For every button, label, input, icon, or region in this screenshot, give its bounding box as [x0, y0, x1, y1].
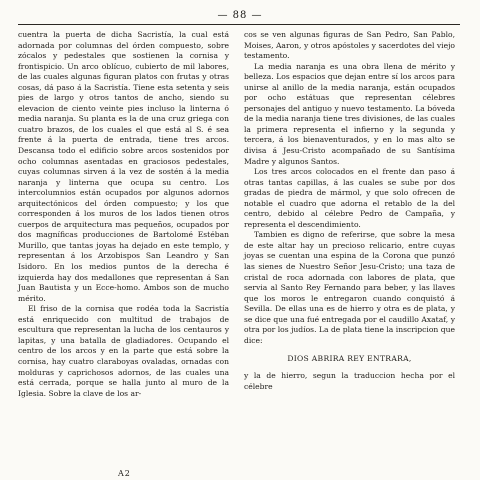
- paragraph: El friso de la cornisa que rodéa toda la Sacristía está enriquecido con multitud de trabajos de escultura que representan la lucha de los centauros y lapitas, y una batalla de gladiadores. Ocupando el centro de los arcos y en la parte que está sobre la cornisa, hay cuatro claraboyas ovaladas, ornadas con molduras y caprichosos adornos, de las cuales una está cerrada, porque se halla junto al muro de la Iglesia. Sobre la clave de los ar-: [18, 304, 229, 398]
- page-number: — 88 —: [217, 10, 263, 21]
- right-column: [244, 30, 455, 392]
- signature-mark: A2: [118, 469, 131, 478]
- paragraph: Tambien es digno de referirse, que sobre la mesa de este altar hay un precioso relicario, entre cuyas joyas se cuentan una espina de la Corona que punzó las sienes de Nuestro Señor Jesu-Cristo; una taza de cristal de roca adornada con labores de plata, que servia al Santo Rey Fernando para beber, y las llaves que los moros le entregaron cuando conquistó á Sevilla. De ellas una es de hierro y otra es de plata, y se dice que una fué entregada por el caudillo Axataf, y otra por los judíos. La de plata tiene la inscripcion que dice:: [244, 230, 455, 345]
- paragraph: y la de hierro, segun la traduccion hecha por el célebre: [244, 370, 455, 391]
- paragraph: Los tres arcos colocados en el frente dan paso á otras tantas capillas, á las cuales se sube por dos gradas de piedra de mármol, y que solo ofrecen de notable el cuadro que adorna el retablo de la del centro, debido al célebre Pedro de Campaña, y representa el descendimiento.: [244, 167, 455, 229]
- paragraph: La media naranja es una obra llena de mérito y belleza. Los espacios que dejan entre sí los arcos para unirse al anillo de la media naranja, están ocupados por ocho estátuas que representan célebres personajes del antiguo y nuevo testamento. La bóveda de la media naranja tiene tres divisiones, de las cuales la primera representa el infierno y la segunda y tercera, á los bienaventurados, y en lo mas alto se divisa á Jesu-Cristo acompañado de su Santísima Madre y algunos Santos.: [244, 61, 455, 166]
- inscription: DIOS ABRIRA REY ENTRARA,: [287, 354, 412, 364]
- left-column: [18, 30, 229, 399]
- header-rule: [18, 24, 460, 25]
- paragraph: cuentra la puerta de dicha Sacristía, la cual está adornada por columnas del órden compuesto, sobre zócalos y pedestales que sostienen la cornisa y frontispicio. Un arco oblícuo, cubierto de mil labores, de las cuales algunas figuran platos con frutas y otras cosas, dá paso á la Sacristía. Tiene esta setenta y seis pies de largo y otros tantos de ancho, siendo su elevacion de ciento veinte pies incluso la linterna ó media naranja. Su planta es la de una cruz griega con cuatro brazos, de los cuales el que está al S. é sea frente á la puerta de entrada, tiene tres arcos. Descansa todo el edificio sobre arcos sostenidos por ocho columnas asentadas en graciosos pedestales, cuyas columnas sirven á la vez de sostén á la media naranja y linterna que ocupa su centro. Los intercolumnios están ocupados por algunos adornos arquitectónicos del órden compuesto; y los que corresponden á los muros de los lados tienen otros cuerpos de arquitectura mas pequeños, ocupados por dos magníficas producciones de Bartolomé Estéban Murillo, que tantas joyas ha dejado en este templo, y representan á los Arzobispos San Leandro y San Isidoro. En los medios puntos de la derecha é izquierda hay dos medallones que representan á San Juan Bautista y un Ecce-homo. Ambos son de mucho mérito.: [18, 30, 229, 303]
- paragraph: cos se ven algunas figuras de San Pedro, San Pablo, Moises, Aaron, y otros apóstoles y sacerdotes del viejo testamento.: [244, 30, 455, 61]
